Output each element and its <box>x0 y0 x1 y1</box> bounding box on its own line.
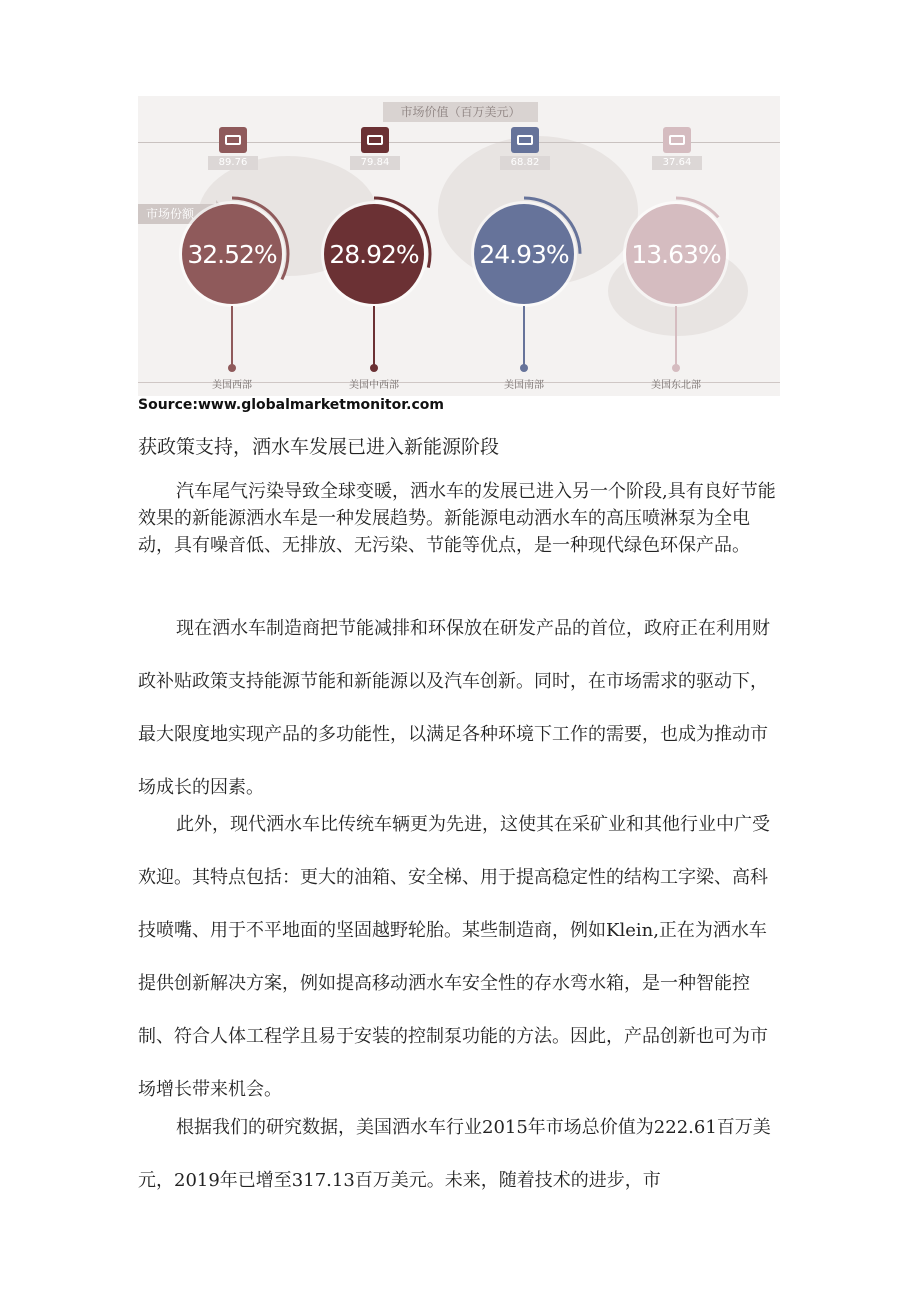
truck-icon <box>219 127 247 153</box>
region-value: 37.64 <box>652 156 702 170</box>
region-label: 美国中西部 <box>349 380 399 391</box>
truck-icon <box>361 127 389 153</box>
region-south <box>464 96 584 396</box>
region-label: 美国东北部 <box>651 380 701 391</box>
region-label: 美国西部 <box>212 380 252 391</box>
axis-title: 市场价值（百万美元） <box>383 102 538 122</box>
share-arc-path <box>524 198 580 254</box>
region-value: 68.82 <box>500 156 550 170</box>
share-arc <box>616 194 736 314</box>
share-arc-path <box>374 198 430 268</box>
truck-icon <box>663 127 691 153</box>
market-infographic <box>138 96 780 396</box>
body-paragraph: 根据我们的研究数据，美国洒水车行业2015年市场总价值为222.61百万美元，2019年已增至317.13百万美元。未来，随着技术的进步，市 <box>138 1117 771 1191</box>
share-arc <box>172 194 292 314</box>
source-caption: Source:www.globalmarketmonitor.com <box>138 397 444 413</box>
share-arc <box>314 194 434 314</box>
region-value: 79.84 <box>350 156 400 170</box>
truck-icon <box>511 127 539 153</box>
body-paragraph: 现在洒水车制造商把节能减排和环保放在研发产品的首位，政府正在利用财政补贴政策支持能源节能和新能源以及汽车创新。同时，在市场需求的驱动下，最大限度地实现产品的多功能性，以满足各种环境下工作的需要，也成为推动市场成长的因素。 <box>138 618 770 798</box>
share-label-arrow: 市场份额 <box>138 204 216 224</box>
share-circle: 28.92% <box>324 204 424 304</box>
region-midwest <box>314 96 434 396</box>
stem-dot <box>520 364 528 372</box>
share-arc-path <box>232 198 288 279</box>
share-arc <box>464 194 584 314</box>
section-heading: 获政策支持，洒水车发展已进入新能源阶段 <box>138 436 500 458</box>
body-paragraph: 此外，现代洒水车比传统车辆更为先进，这使其在采矿业和其他行业中广受欢迎。其特点包括：更大的油箱、安全梯、用于提高稳定性的结构工字梁、高科技喷嘴、用于不平地面的坚固越野轮胎。某些制造商，例如Klein,正在为洒水车提供创新解决方案，例如提高移动洒水车安全性的存水弯水箱，是一种智能控制、符合人体工程学且易于安装的控制泵功能的方法。因此，产品创新也可为市场增长带来机会。 <box>138 814 770 1100</box>
stem-line <box>231 306 233 368</box>
share-circle: 24.93% <box>474 204 574 304</box>
stem-dot <box>370 364 378 372</box>
share-circle: 32.52% <box>182 204 282 304</box>
region-northeast <box>616 96 736 396</box>
region-label: 美国南部 <box>504 380 544 391</box>
stem-dot <box>672 364 680 372</box>
body-paragraph: 汽车尾气污染导致全球变暖，洒水车的发展已进入另一个阶段,具有良好节能效果的新能源洒水车是一种发展趋势。新能源电动洒水车的高压喷淋泵为全电动，具有噪音低、无排放、无污染、节能等优点，是一种现代绿色环保产品。 <box>138 481 776 556</box>
stem-line <box>523 306 525 368</box>
stem-dot <box>228 364 236 372</box>
region-value: 89.76 <box>208 156 258 170</box>
region-west <box>172 96 292 396</box>
share-circle: 13.63% <box>626 204 726 304</box>
stem-line <box>675 306 677 368</box>
share-arc-path <box>676 198 718 217</box>
stem-line <box>373 306 375 368</box>
